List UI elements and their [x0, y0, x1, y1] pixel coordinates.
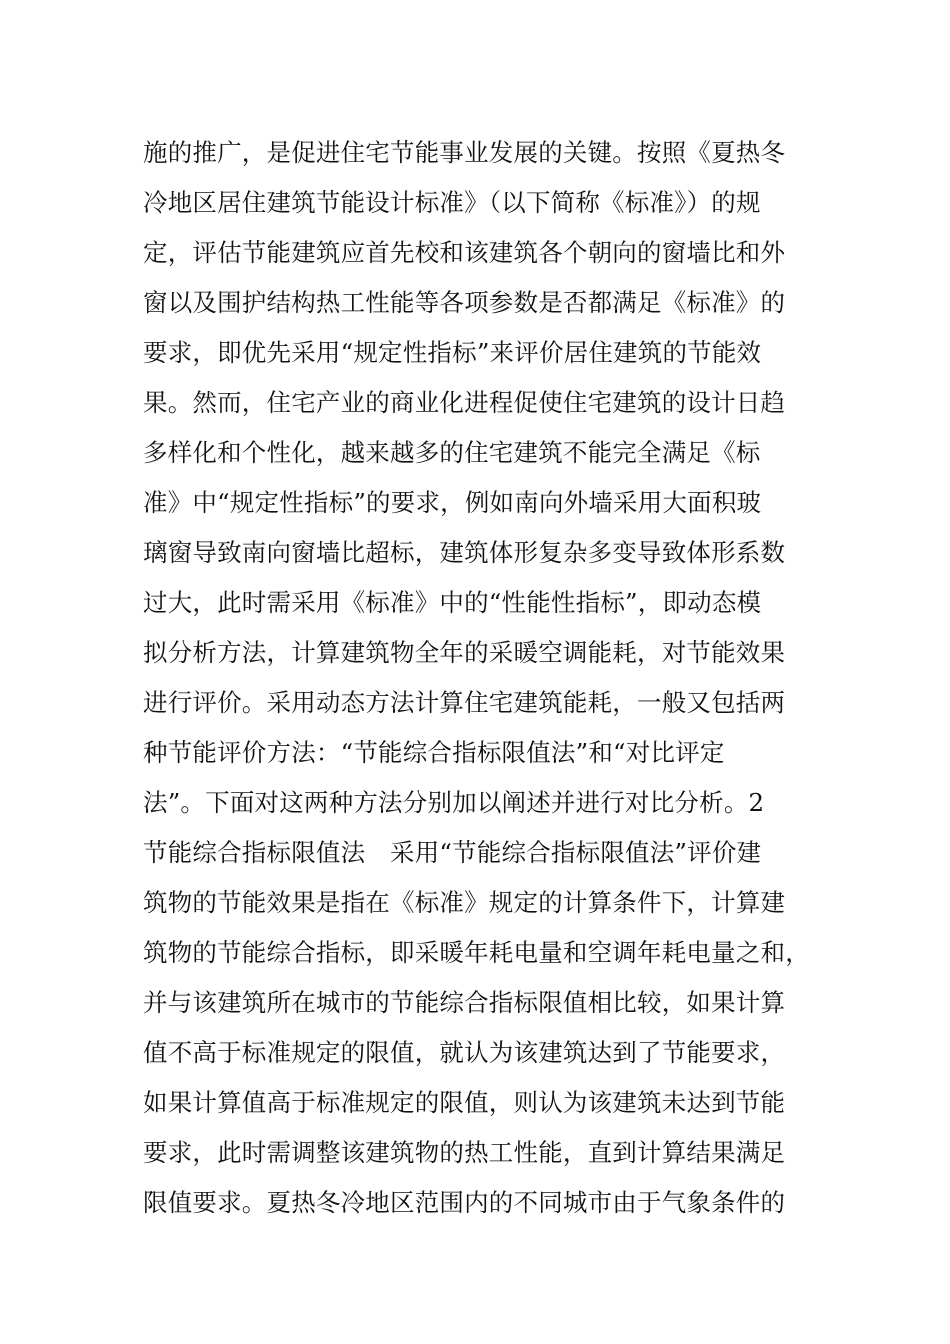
text-line-1: 施的推广，是促进住宅节能事业发展的关键。按照《夏热冬 — [143, 138, 786, 167]
text-line-7: 多样化和个性化，越来越多的住宅建筑不能完全满足《标 — [143, 438, 761, 467]
text-line-9: 璃窗导致南向窗墙比超标，建筑体形复杂多变导致体形系数 — [143, 538, 786, 567]
text-line-13: 种节能评价方法：“节能综合指标限值法”和“对比评定 — [143, 738, 725, 767]
body-text — [143, 128, 823, 1228]
text-line-5: 要求，即优先采用“规定性指标”来评价居住建筑的节能效 — [143, 338, 762, 367]
text-line-10: 过大，此时需采用《标准》中的“性能性指标”，即动态模 — [143, 588, 762, 617]
text-line-18: 并与该建筑所在城市的节能综合指标限值相比较，如果计算 — [143, 988, 786, 1017]
text-line-20: 如果计算值高于标准规定的限值，则认为该建筑未达到节能 — [143, 1088, 786, 1117]
text-line-11: 拟分析方法，计算建筑物全年的采暖空调能耗，对节能效果 — [143, 638, 786, 667]
text-line-2: 冷地区居住建筑节能设计标准》（以下简称《标准》）的规 — [143, 188, 761, 217]
text-line-22: 限值要求。夏热冬冷地区范围内的不同城市由于气象条件的 — [143, 1188, 786, 1217]
text-line-8: 准》中“规定性指标”的要求，例如南向外墙采用大面积玻 — [143, 488, 762, 517]
text-line-17: 筑物的节能综合指标，即采暖年耗电量和空调年耗电量之和， — [143, 938, 810, 967]
text-line-6: 果。然而，住宅产业的商业化进程促使住宅建筑的设计日趋 — [143, 388, 786, 417]
text-line-19: 值不高于标准规定的限值，就认为该建筑达到了节能要求， — [143, 1038, 786, 1067]
text-line-12: 进行评价。采用动态方法计算住宅建筑能耗，一般又包括两 — [143, 688, 786, 717]
text-line-4: 窗以及围护结构热工性能等各项参数是否都满足《标准》的 — [143, 288, 786, 317]
text-line-15: 节能综合指标限值法 采用“节能综合指标限值法”评价建 — [143, 838, 762, 867]
text-line-14: 法”。下面对这两种方法分别加以阐述并进行对比分析。2 — [143, 788, 765, 817]
text-line-3: 定，评估节能建筑应首先校和该建筑各个朝向的窗墙比和外 — [143, 238, 786, 267]
text-line-21: 要求，此时需调整该建筑物的热工性能，直到计算结果满足 — [143, 1138, 786, 1167]
text-line-16: 筑物的节能效果是指在《标准》规定的计算条件下，计算建 — [143, 888, 786, 917]
